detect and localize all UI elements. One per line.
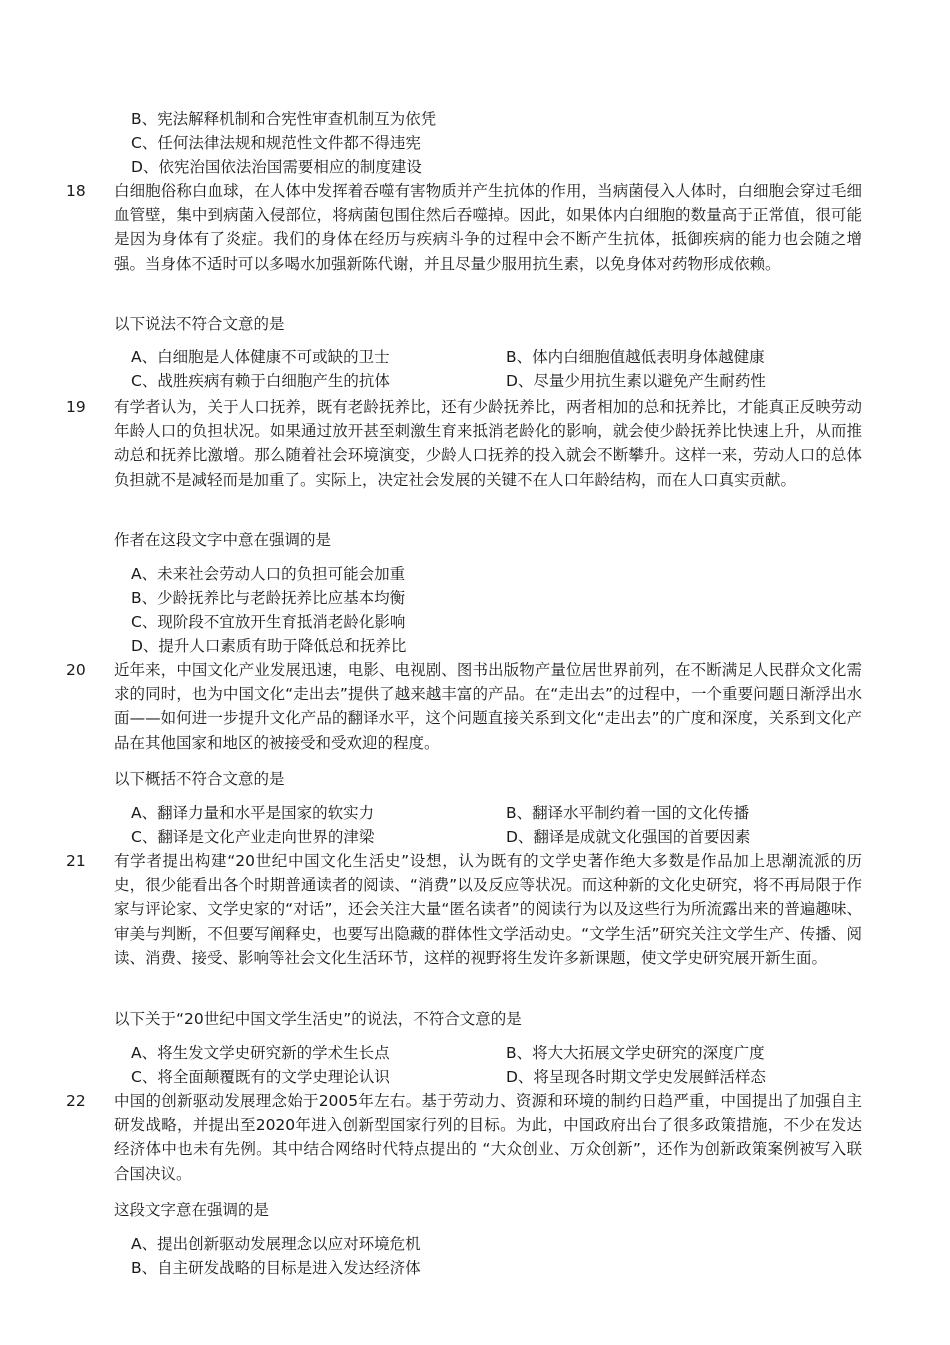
question-19-number: 19 <box>66 398 86 416</box>
question-21-option-d: D、将呈现各时期文学史发展鲜活样态 <box>506 1068 766 1086</box>
question-22-prompt: 这段文字意在强调的是 <box>114 1201 270 1219</box>
question-19-text: 有学者认为，关于人口抚养，既有老龄抚养比，还有少龄抚养比，两者相加的总和抚养比，才能真正反映劳动年龄人口的负担状况。如果通过放开甚至刺激生育来抵消老龄化的影响，就会使少龄抚养比快速上升，从而推动总和抚养比激增。那么随着社会环境演变，少龄人口抚养的投入就会不断攀升。这样一来，劳动人口的总体负担就不是减轻而是加重了。实际上，决定社会发展的关键不在人口年龄结构，而在人口真实贡献。 <box>114 398 862 489</box>
question-22-option-a: A、提出创新驱动发展理念以应对环境危机 <box>131 1235 421 1253</box>
question-18-option-a: A、白细胞是人体健康不可或缺的卫士 <box>131 348 390 366</box>
question-18-option-b: B、体内白细胞值越低表明身体越健康 <box>506 348 765 366</box>
question-22-option-b: B、自主研发战略的目标是进入发达经济体 <box>131 1259 421 1277</box>
question-19-option-d: D、提升人口素质有助于降低总和抚养比 <box>131 637 407 655</box>
question-21-option-c: C、将全面颠覆既有的文学史理论认识 <box>131 1068 390 1086</box>
prev-option-d: D、依宪治国依法治国需要相应的制度建设 <box>131 158 422 176</box>
question-22-text: 中国的创新驱动发展理念始于2005年左右。基于劳动力、资源和环境的制约日趋严重，中国提出了加强自主研发战略，并提出至2020年进入创新型国家行列的目标。为此，中国政府出台了很多政策措施，不少在发达经济体中也未有先例。其中结合网络时代特点提出的 “大众创业、万众创新”，还作为创新政策案例被写入联合国决议。 <box>114 1092 862 1183</box>
question-19-option-b: B、少龄抚养比与老龄抚养比应基本均衡 <box>131 589 406 607</box>
question-20-option-d: D、翻译是成就文化强国的首要因素 <box>506 828 751 846</box>
prev-option-b: B、宪法解释机制和合宪性审查机制互为依凭 <box>131 110 437 128</box>
question-20-option-b: B、翻译水平制约着一国的文化传播 <box>506 804 750 822</box>
question-22-number: 22 <box>66 1092 86 1110</box>
question-19-option-c: C、现阶段不宜放开生育抵消老龄化影响 <box>131 613 406 631</box>
question-18-text: 白细胞俗称白血球，在人体中发挥着吞噬有害物质并产生抗体的作用，当病菌侵入人体时，白细胞会穿过毛细血管壁，集中到病菌入侵部位，将病菌包围住然后吞噬掉。因此，如果体内白细胞的数量高于正常值，很可能是因为身体有了炎症。我们的身体在经历与疾病斗争的过程中会不断产生抗体，抵御疾病的能力也会随之增强。当身体不适时可以多喝水加强新陈代谢，并且尽量少服用抗生素，以免身体对药物形成依赖。 <box>114 182 862 273</box>
question-18-option-d: D、尽量少用抗生素以避免产生耐药性 <box>506 372 766 390</box>
question-20-number: 20 <box>66 661 86 679</box>
question-18-number: 18 <box>66 182 86 200</box>
question-20-option-a: A、翻译力量和水平是国家的软实力 <box>131 804 375 822</box>
question-21-prompt: 以下关于“20世纪中国文学生活史”的说法，不符合文意的是 <box>114 1010 522 1028</box>
question-21-option-b: B、将大大拓展文学史研究的深度广度 <box>506 1044 765 1062</box>
question-19-option-a: A、未来社会劳动人口的负担可能会加重 <box>131 565 406 583</box>
prev-option-c: C、任何法律法规和规范性文件都不得违宪 <box>131 134 421 152</box>
question-18-prompt: 以下说法不符合文意的是 <box>114 315 285 333</box>
question-18-option-c: C、战胜疾病有赖于白细胞产生的抗体 <box>131 372 390 390</box>
question-21-number: 21 <box>66 852 86 870</box>
question-20-prompt: 以下概括不符合文意的是 <box>114 770 285 788</box>
question-21-option-a: A、将生发文学史研究新的学术生长点 <box>131 1044 390 1062</box>
question-20-text: 近年来，中国文化产业发展迅速，电影、电视剧、图书出版物产量位居世界前列，在不断满足人民群众文化需求的同时，也为中国文化“走出去”提供了越来越丰富的产品。在“走出去”的过程中，一个重要问题日渐浮出水面——如何进一步提升文化产品的翻译水平，这个问题直接关系到文化“走出去”的广度和深度，关系到文化产品在其他国家和地区的被接受和受欢迎的程度。 <box>114 661 862 752</box>
question-21-text: 有学者提出构建“20世纪中国文化生活史”设想，认为既有的文学史著作绝大多数是作品加上思潮流派的历史，很少能看出各个时期普通读者的阅读、“消费”以及反应等状况。而这种新的文化史研究，将不再局限于作家与评论家、文学史家的“对话”，还会关注大量“匿名读者”的阅读行为以及这些行为所流露出来的普遍趣味、审美与判断，不但要写阐释史，也要写出隐藏的群体性文学活动史。“文学生活”研究关注文学生产、传播、阅读、消费、接受、影响等社会文化生活环节，这样的视野将生发许多新课题，使文学史研究展开新生面。 <box>114 852 862 967</box>
question-19-prompt: 作者在这段文字中意在强调的是 <box>114 531 332 549</box>
question-20-option-c: C、翻译是文化产业走向世界的津梁 <box>131 828 375 846</box>
